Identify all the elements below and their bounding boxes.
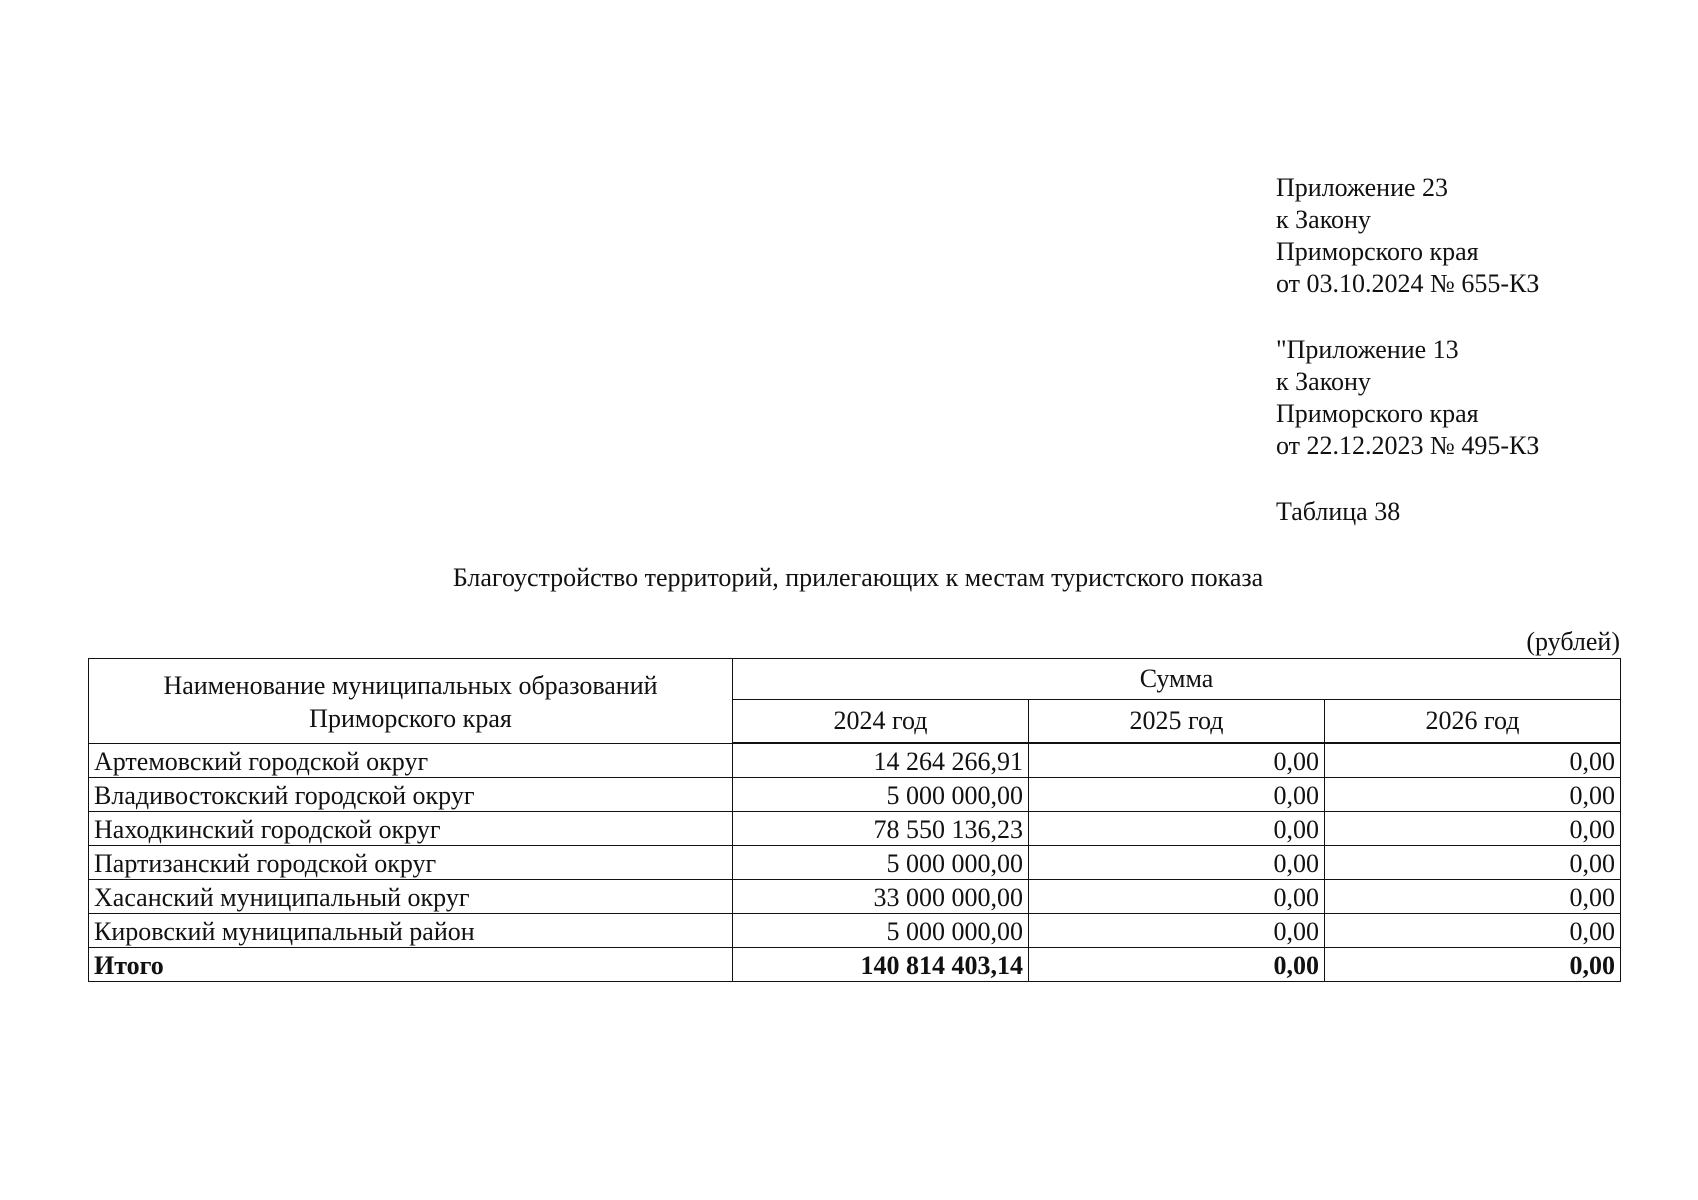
row-name: Артемовский городской округ bbox=[89, 743, 733, 778]
table-row bbox=[89, 743, 1621, 778]
units-label: (рублей) bbox=[1526, 627, 1620, 656]
row-value-2026: 0,00 bbox=[1325, 914, 1621, 948]
total-value-2025: 0,00 bbox=[1029, 948, 1325, 982]
table-row bbox=[89, 812, 1621, 846]
appendix-amended-block bbox=[1276, 334, 1539, 462]
table-number: Таблица 38 bbox=[1276, 497, 1401, 526]
appendix-current-line2: к Закону bbox=[1276, 205, 1371, 234]
row-value-2024: 5 000 000,00 bbox=[733, 778, 1029, 812]
appendix-current-line1: Приложение 23 bbox=[1276, 173, 1449, 202]
table-total-row bbox=[89, 948, 1621, 982]
row-value-2026: 0,00 bbox=[1325, 778, 1621, 812]
row-value-2026: 0,00 bbox=[1325, 846, 1621, 880]
row-value-2024: 5 000 000,00 bbox=[733, 846, 1029, 880]
total-name: Итого bbox=[89, 948, 733, 982]
row-name: Кировский муниципальный район bbox=[89, 914, 733, 948]
row-value-2025: 0,00 bbox=[1029, 914, 1325, 948]
row-value-2025: 0,00 bbox=[1029, 743, 1325, 778]
row-value-2024: 5 000 000,00 bbox=[733, 914, 1029, 948]
appendix-current-line3: Приморского края bbox=[1276, 237, 1479, 266]
row-name: Владивостокский городской округ bbox=[89, 778, 733, 812]
row-value-2024: 14 264 266,91 bbox=[733, 743, 1029, 778]
header-year-2024: 2024 год bbox=[733, 700, 1029, 744]
row-name: Хасанский муниципальный округ bbox=[89, 880, 733, 914]
row-value-2025: 0,00 bbox=[1029, 812, 1325, 846]
table-row bbox=[89, 846, 1621, 880]
header-municipality bbox=[89, 659, 733, 744]
row-value-2024: 78 550 136,23 bbox=[733, 812, 1029, 846]
row-value-2025: 0,00 bbox=[1029, 880, 1325, 914]
row-value-2026: 0,00 bbox=[1325, 880, 1621, 914]
header-municipality-line2: Приморского края bbox=[309, 704, 512, 733]
total-value-2026: 0,00 bbox=[1325, 948, 1621, 982]
appendix-current-line4: от 03.10.2024 № 655-КЗ bbox=[1276, 269, 1540, 298]
table-row bbox=[89, 778, 1621, 812]
table-row bbox=[89, 880, 1621, 914]
header-municipality-line1: Наименование муниципальных образований bbox=[163, 671, 658, 700]
appendix-amended-line1: "Приложение 13 bbox=[1276, 335, 1459, 364]
table-row bbox=[89, 914, 1621, 948]
row-value-2025: 0,00 bbox=[1029, 846, 1325, 880]
header-sum: Сумма bbox=[733, 659, 1621, 700]
document-title: Благоустройство территорий, прилегающих к местам туристского показа bbox=[452, 563, 1264, 592]
row-value-2026: 0,00 bbox=[1325, 743, 1621, 778]
budget-table bbox=[88, 658, 1621, 982]
appendix-current-block bbox=[1276, 172, 1539, 300]
appendix-amended-line4: от 22.12.2023 № 495-КЗ bbox=[1276, 431, 1540, 460]
total-value-2024: 140 814 403,14 bbox=[733, 948, 1029, 982]
appendix-amended-line3: Приморского края bbox=[1276, 399, 1479, 428]
row-name: Находкинский городской округ bbox=[89, 812, 733, 846]
row-value-2025: 0,00 bbox=[1029, 778, 1325, 812]
row-value-2026: 0,00 bbox=[1325, 812, 1621, 846]
row-name: Партизанский городской округ bbox=[89, 846, 733, 880]
header-year-2026: 2026 год bbox=[1325, 700, 1621, 744]
row-value-2024: 33 000 000,00 bbox=[733, 880, 1029, 914]
appendix-amended-line2: к Закону bbox=[1276, 367, 1371, 396]
header-year-2025: 2025 год bbox=[1029, 700, 1325, 744]
